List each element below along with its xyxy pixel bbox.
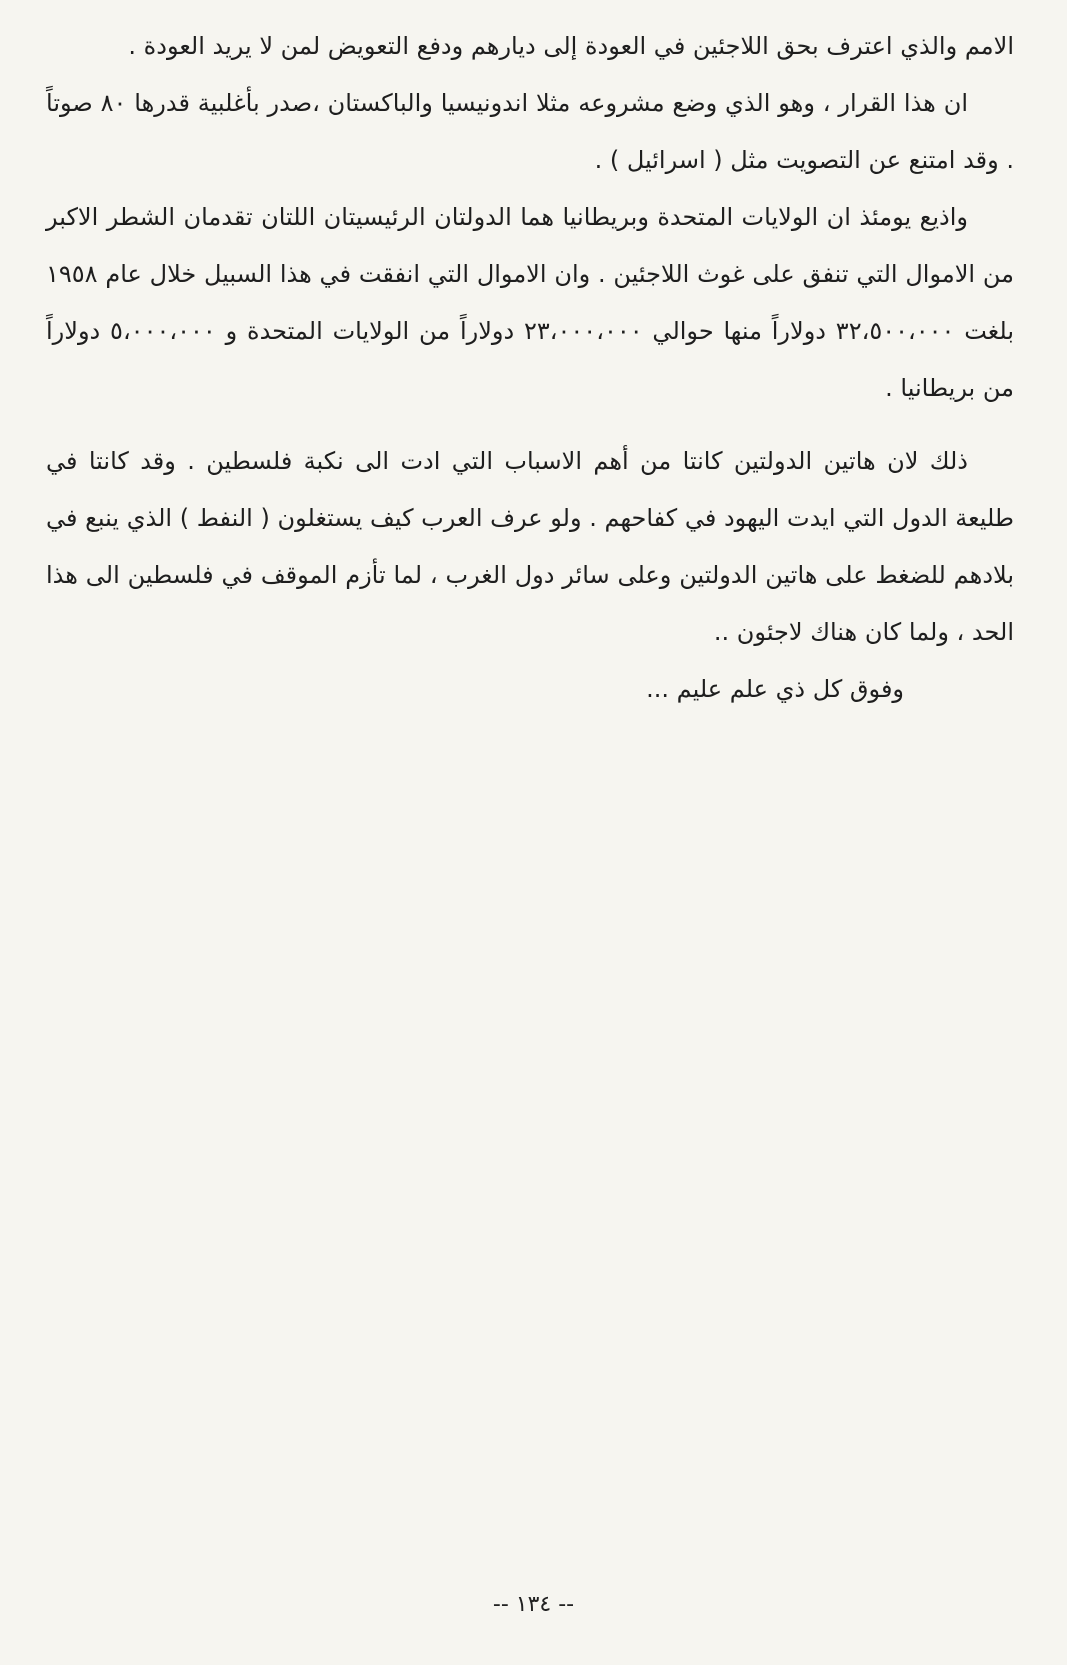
paragraph-2: ان هذا القرار ، وهو الذي وضع مشروعه مثلا اندونيسيا والباكستان ،صدر بأغلبية قدرها ٨٠ صوتاً . وقد امتنع عن التصويت مثل ( اسرائيل ) . <box>46 89 1014 174</box>
paragraph-4: ذلك لان هاتين الدولتين كانتا من أهم الاسباب التي ادت الى نكبة فلسطين . وقد كانتا في طليعة الدول التي ايدت اليهود في كفاحهم . ولو عرف العرب كيف يستغلون ( النفط ) الذي ينبع في بلادهم للضغط على هاتين الدولتين وعلى سائر دول الغرب ، لما تأزم الموقف في فلسطين الى هذا الحد ، ولما كان هناك لاجئون .. <box>46 447 1014 646</box>
body-text <box>46 18 1014 718</box>
page-number: -- ١٣٤ -- <box>492 1592 575 1617</box>
paragraph-1: الامم والذي اعترف بحق اللاجئين في العودة إلى ديارهم ودفع التعويض لمن لا يريد العودة . <box>128 32 1014 60</box>
paragraph-5: وفوق كل ذي علم عليم ... <box>646 675 904 703</box>
paragraph-3: واذيع يومئذ ان الولايات المتحدة وبريطانيا هما الدولتان الرئيسيتان اللتان تقدمان الشطر الاكبر من الاموال التي تنفق على غوث اللاجئين . وان الاموال التي انفقت في هذا السبيل خلال عام ١٩٥٨ بلغت ٣٢،٥٠٠،٠٠٠ دولاراً منها حوالي ٢٣،٠٠٠،٠٠٠ دولاراً من الولايات المتحدة و ٥،٠٠٠،٠٠٠ دولاراً من بريطانيا . <box>46 203 1015 402</box>
